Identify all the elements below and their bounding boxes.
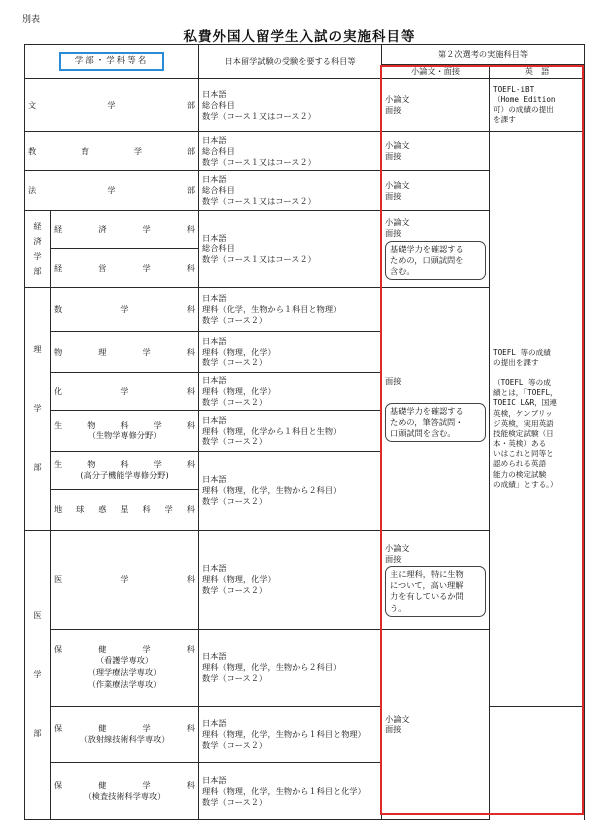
english-bun: TOEFL-iBT （Home Edition 可）の成績の提出 を課す — [490, 79, 585, 132]
faculty-kei — [25, 210, 51, 287]
essay-hoken: 小論文 面接 — [382, 629, 490, 819]
department-header-box: 学部・学科等名 — [59, 52, 165, 71]
dept-seibutsu1-sub: （生物学専修分野） — [87, 430, 162, 441]
dept-hoken1 — [51, 629, 199, 706]
dept-hoken3-sub: （検査技術科学専攻） — [83, 790, 166, 801]
faculty-i — [25, 530, 51, 819]
essay-ho: 小論文 面接 — [382, 171, 490, 210]
dept-hoken2-name: 保 健 学 科 — [54, 723, 195, 734]
eju-sugaku: 日本語 理科（化学，生物から１科目と物理） 数学（コース２） — [199, 287, 382, 332]
faculty-bun — [25, 79, 199, 132]
dept-kagaku — [51, 372, 199, 410]
eju-seibutsu1: 日本語 理科（物理，化学から１科目と生物） 数学（コース２） — [199, 411, 382, 451]
note-igaku: 主に理科，特に生物 について，高い理解 力を有しているか問 う。 — [385, 566, 486, 616]
faculty-ri — [25, 287, 51, 530]
page-title: 私費外国人留学生入試の実施科目等 — [183, 29, 416, 45]
eju-hoken1: 日本語 理科（物理，化学，生物から２科目） 数学（コース２） — [199, 629, 382, 706]
dept-sugaku-name: 数 学 科 — [54, 304, 196, 315]
note-kei: 基礎学力を確認する ための，口頭試問を 含む。 — [385, 241, 486, 280]
row-hoken3 — [25, 763, 585, 820]
english-header: 英 語 — [490, 65, 585, 79]
essay-ri: 面接 基礎学力を確認する ための，筆答試問・ 口頭試問を含む。 — [382, 287, 490, 530]
dept-butsuri — [51, 332, 199, 372]
eju-kagaku: 日本語 理科（物理，化学） 数学（コース２） — [199, 372, 382, 410]
department-header — [25, 45, 199, 79]
row-kyo — [25, 132, 585, 171]
eju-ho: 日本語 総合科目 数学（コース１又はコース２） — [199, 171, 382, 210]
faculty-i-name: 医 学 部 — [33, 610, 42, 739]
dept-hoken3-name: 保 健 学 科 — [54, 779, 195, 790]
essay-igaku: 小論文 面接 主に理科，特に生物 について，高い理解 力を有しているか問 う。 — [382, 530, 490, 629]
essay-interview-header: 小論文・面接 — [382, 65, 490, 79]
appendix-label: 別表 — [22, 15, 41, 25]
dept-hoken1-sub: （看護学専攻） （理学療法学専攻） （作業療法学専攻） — [87, 655, 162, 690]
eju-kyo: 日本語 総合科目 数学（コース１又はコース２） — [199, 132, 382, 171]
dept-hoken2-sub: （放射線技術科学専攻） — [79, 733, 170, 744]
dept-igaku — [51, 530, 199, 629]
faculty-kyo — [25, 132, 199, 171]
essay-kei: 小論文 面接 基礎学力を確認する ための，口頭試問を 含む。 — [382, 210, 490, 287]
eju-bun: 日本語 総合科目 数学（コース１又はコース２） — [199, 79, 382, 132]
eju-kei: 日本語 総合科目 数学（コース１又はコース２） — [199, 210, 382, 287]
faculty-ri-name: 理 学 部 — [33, 344, 42, 473]
dept-hoken3 — [51, 763, 199, 820]
eju-butsuri: 日本語 理科（物理，化学） 数学（コース２） — [199, 332, 382, 372]
essay-bun: 小論文 面接 — [382, 79, 490, 132]
dept-seibutsu1 — [51, 411, 199, 451]
dept-keiei-name: 経 営 学 科 — [54, 262, 195, 273]
dept-keizai-name: 経 済 学 科 — [54, 224, 195, 235]
faculty-kyo-name: 教 育 学 部 — [28, 145, 196, 156]
dept-keizai — [51, 210, 199, 248]
dept-igaku-name: 医 学 科 — [54, 574, 196, 585]
dept-sugaku — [51, 287, 199, 332]
subjects-table — [24, 44, 585, 820]
dept-keiei — [51, 249, 199, 287]
row-hoken2 — [25, 706, 585, 763]
dept-seibutsu2 — [51, 451, 199, 489]
faculty-ho — [25, 171, 199, 210]
header-row — [25, 45, 585, 65]
eju-hoken2: 日本語 理科（物理，化学，生物から１科目と物理） 数学（コース２） — [199, 706, 382, 763]
dept-seibutsu2-sub: (高分子機能学専修分野) — [80, 469, 169, 480]
row-bun — [25, 79, 585, 132]
eju-igaku: 日本語 理科（物理，化学） 数学（コース２） — [199, 530, 382, 629]
eju-hoken3: 日本語 理科（物理，化学，生物から１科目と化学） 数学（コース２） — [199, 763, 382, 820]
dept-seibutsu2-name: 生 物 科 学 科 — [54, 459, 196, 470]
second-stage-header: 第２次選考の実施科目等 — [382, 45, 585, 65]
english-shared: TOEFL 等の成績 の提出を課す （TOEFL 等の成 績とは，「TOEFL， TOEIC L&R，国連 英検，ケンブリッ ジ英検，実用英語 技能検定試験（日 本・英検）ある いはこれと同等と 認められる英語 能力の検定試験 の成績」とする。） — [490, 132, 585, 707]
faculty-kei-name: 経 済 学 部 — [33, 220, 42, 276]
dept-hoken2 — [51, 706, 199, 763]
eju-header: 日本留学試験の受験を要する科目等 — [199, 45, 382, 79]
faculty-ho-name: 法 学 部 — [28, 185, 196, 196]
dept-butsuri-name: 物 理 学 科 — [54, 346, 195, 357]
dept-seibutsu1-name: 生 物 科 学 科 — [54, 419, 196, 430]
faculty-bun-name: 文 学 部 — [28, 99, 196, 110]
dept-hoken1-name: 保 健 学 科 — [54, 644, 195, 655]
dept-kagaku-name: 化 学 科 — [54, 386, 196, 397]
dept-chikyu — [51, 490, 199, 530]
eju-seibutsu2-chikyu: 日本語 理科（物理，化学，生物から２科目） 数学（コース２） — [199, 451, 382, 530]
dept-chikyu-name: 地 球 惑 星 科 学 科 — [54, 504, 195, 515]
note-ri: 基礎学力を確認する ための，筆答試問・ 口頭試問を含む。 — [385, 403, 486, 442]
essay-kyo: 小論文 面接 — [382, 132, 490, 171]
